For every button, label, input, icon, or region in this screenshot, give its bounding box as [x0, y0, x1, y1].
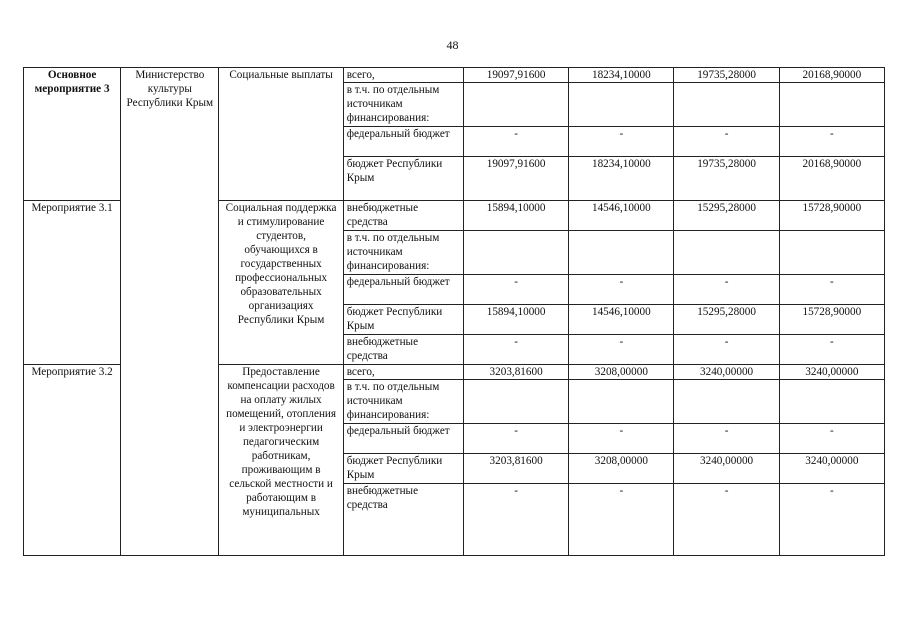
- source-label: внебюджетные средства: [343, 484, 463, 556]
- value-cell: 3203,81600: [463, 365, 568, 380]
- source-label: бюджет Республики Крым: [343, 305, 463, 335]
- value-cell: 3203,81600: [463, 454, 568, 484]
- value-cell: -: [463, 335, 568, 365]
- executor-cell: Министерство культуры Республики Крым: [121, 68, 219, 556]
- value-cell: 19097,91600: [463, 68, 568, 83]
- value-cell: 3240,00000: [674, 454, 779, 484]
- value-cell: 20168,90000: [779, 68, 884, 83]
- activity-name: Основное мероприятие 3: [24, 68, 121, 201]
- source-label: в т.ч. по отдельным источникам финансирования:: [343, 83, 463, 127]
- value-cell: 15295,28000: [674, 305, 779, 335]
- value-cell: 15894,10000: [463, 201, 568, 231]
- value-cell: -: [569, 335, 674, 365]
- value-cell: -: [463, 275, 568, 305]
- source-label: всего,: [343, 68, 463, 83]
- table-row: [24, 68, 885, 83]
- value-cell: 3240,00000: [674, 365, 779, 380]
- source-label: внебюджетные средства: [343, 201, 463, 231]
- value-cell: -: [463, 424, 568, 454]
- value-cell: 19735,28000: [674, 68, 779, 83]
- budget-table: [23, 67, 885, 556]
- value-cell: -: [569, 484, 674, 556]
- value-cell: 19735,28000: [674, 157, 779, 201]
- value-cell: -: [779, 484, 884, 556]
- value-cell: 18234,10000: [569, 68, 674, 83]
- source-label: бюджет Республики Крым: [343, 157, 463, 201]
- value-cell: 3240,00000: [779, 454, 884, 484]
- value-cell: -: [463, 484, 568, 556]
- value-cell: -: [779, 127, 884, 157]
- value-cell: -: [463, 127, 568, 157]
- value-cell: 3208,00000: [569, 365, 674, 380]
- activity-title: Социальная поддержка и стимулирование студентов, обучающихся в государственных профессиональных образовательных организациях Республики Крым: [219, 201, 343, 365]
- value-cell: 14546,10000: [569, 201, 674, 231]
- value-cell: -: [779, 275, 884, 305]
- value-cell: 15728,90000: [779, 201, 884, 231]
- value-cell: 3240,00000: [779, 365, 884, 380]
- source-label: внебюджетные средства: [343, 335, 463, 365]
- value-cell: -: [569, 127, 674, 157]
- value-cell: -: [569, 275, 674, 305]
- source-label: бюджет Республики Крым: [343, 454, 463, 484]
- value-cell: -: [674, 335, 779, 365]
- value-cell: -: [674, 424, 779, 454]
- value-cell: 15295,28000: [674, 201, 779, 231]
- value-cell: 18234,10000: [569, 157, 674, 201]
- value-cell: -: [674, 127, 779, 157]
- value-cell: 15894,10000: [463, 305, 568, 335]
- value-cell: -: [674, 275, 779, 305]
- source-label: в т.ч. по отдельным источникам финансирования:: [343, 380, 463, 424]
- source-label: федеральный бюджет: [343, 127, 463, 157]
- source-label: всего,: [343, 365, 463, 380]
- activity-name: Мероприятие 3.2: [24, 365, 121, 556]
- activity-title: Социальные выплаты: [219, 68, 343, 201]
- source-label: в т.ч. по отдельным источникам финансирования:: [343, 231, 463, 275]
- activity-name: Мероприятие 3.1: [24, 201, 121, 365]
- value-cell: -: [569, 424, 674, 454]
- value-cell: -: [779, 335, 884, 365]
- value-cell: 19097,91600: [463, 157, 568, 201]
- value-cell: -: [674, 484, 779, 556]
- activity-title: Предоставление компенсации расходов на оплату жилых помещений, отопления и электроэнергии педагогическим работникам, проживающим в сельской местности и работающим в муниципальных: [219, 365, 343, 556]
- value-cell: 3208,00000: [569, 454, 674, 484]
- source-label: федеральный бюджет: [343, 424, 463, 454]
- value-cell: 14546,10000: [569, 305, 674, 335]
- page-number: 48: [446, 38, 459, 52]
- source-label: федеральный бюджет: [343, 275, 463, 305]
- value-cell: 20168,90000: [779, 157, 884, 201]
- value-cell: 15728,90000: [779, 305, 884, 335]
- value-cell: -: [779, 424, 884, 454]
